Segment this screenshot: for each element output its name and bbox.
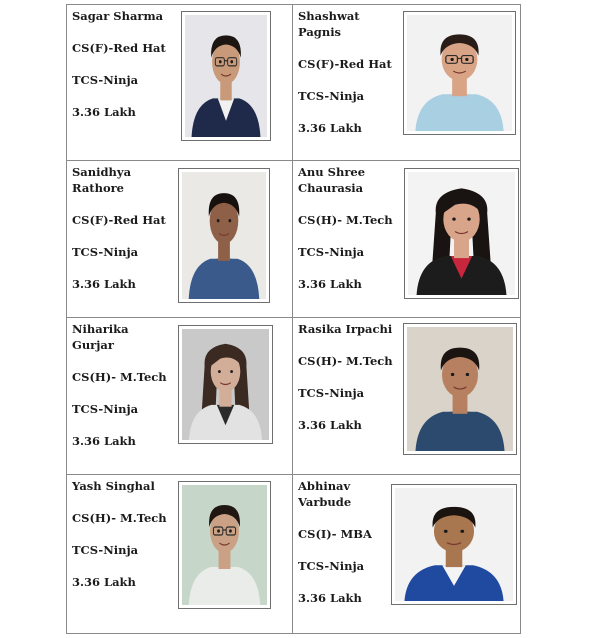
student-package: 3.36 Lakh: [298, 418, 362, 432]
portrait-illustration: [182, 485, 267, 605]
student-card: [67, 5, 293, 160]
student-photo: [178, 481, 271, 609]
student-photo: [178, 168, 270, 303]
student-card: [293, 161, 520, 317]
student-company: TCS-Ninja: [298, 89, 365, 103]
table-row: [67, 161, 520, 318]
student-company: TCS-Ninja: [298, 386, 365, 400]
student-card: [67, 161, 293, 317]
student-package: 3.36 Lakh: [298, 277, 362, 291]
student-package: 3.36 Lakh: [298, 121, 362, 135]
student-package: 3.36 Lakh: [72, 105, 136, 119]
student-photo: [403, 323, 517, 455]
student-branch: CS(H)- M.Tech: [72, 511, 167, 525]
portrait-illustration: [182, 172, 266, 299]
student-package: 3.36 Lakh: [72, 434, 136, 448]
student-photo: [404, 168, 519, 299]
student-card: [293, 318, 520, 474]
student-package: 3.36 Lakh: [72, 277, 136, 291]
student-name: Sanidhya: [72, 165, 132, 179]
student-details: [298, 164, 403, 292]
student-details: [298, 321, 403, 433]
student-details: [72, 478, 177, 590]
student-name: Abhinav: [298, 479, 351, 493]
student-name: Gurjar: [72, 338, 114, 352]
student-name: Varbude: [298, 495, 352, 509]
student-branch: CS(H)- M.Tech: [72, 370, 167, 384]
student-branch: CS(H)- M.Tech: [298, 213, 393, 227]
portrait-illustration: [185, 15, 267, 137]
student-photo: [178, 325, 273, 444]
portrait-illustration: [182, 329, 269, 440]
student-name: Shashwat: [298, 9, 360, 23]
table-row: [67, 475, 520, 633]
portrait-illustration: [395, 488, 513, 601]
student-card: [67, 475, 293, 633]
portrait-illustration: [407, 327, 513, 451]
student-company: TCS-Ninja: [298, 245, 365, 259]
student-name: Rathore: [72, 181, 124, 195]
student-company: TCS-Ninja: [72, 73, 139, 87]
student-card: [293, 475, 520, 633]
student-name: Anu Shree: [298, 165, 366, 179]
student-package: 3.36 Lakh: [298, 591, 362, 605]
student-branch: CS(I)- MBA: [298, 527, 372, 541]
student-details: [72, 321, 177, 449]
student-name: Pagnis: [298, 25, 342, 39]
student-photo: [391, 484, 517, 605]
student-card: [67, 318, 293, 474]
portrait-illustration: [407, 15, 512, 131]
table-row: [67, 318, 520, 475]
student-name: Niharika: [72, 322, 129, 336]
placement-table: [66, 4, 521, 634]
portrait-illustration: [408, 172, 515, 295]
student-details: [72, 8, 177, 120]
table-row: [67, 5, 520, 161]
student-details: [298, 478, 403, 606]
student-branch: CS(F)-Red Hat: [298, 57, 392, 71]
student-company: TCS-Ninja: [298, 559, 365, 573]
student-branch: CS(H)- M.Tech: [298, 354, 393, 368]
student-company: TCS-Ninja: [72, 402, 139, 416]
student-name: Rasika Irpachi: [298, 322, 393, 336]
student-name: Sagar Sharma: [72, 9, 164, 23]
student-company: TCS-Ninja: [72, 245, 139, 259]
student-details: [72, 164, 177, 292]
student-details: [298, 8, 403, 136]
student-photo: [181, 11, 271, 141]
student-company: TCS-Ninja: [72, 543, 139, 557]
student-branch: CS(F)-Red Hat: [72, 41, 166, 55]
student-name: Chaurasia: [298, 181, 364, 195]
student-branch: CS(F)-Red Hat: [72, 213, 166, 227]
student-card: [293, 5, 520, 160]
student-photo: [403, 11, 516, 135]
student-name: Yash Singhal: [72, 479, 155, 493]
student-package: 3.36 Lakh: [72, 575, 136, 589]
